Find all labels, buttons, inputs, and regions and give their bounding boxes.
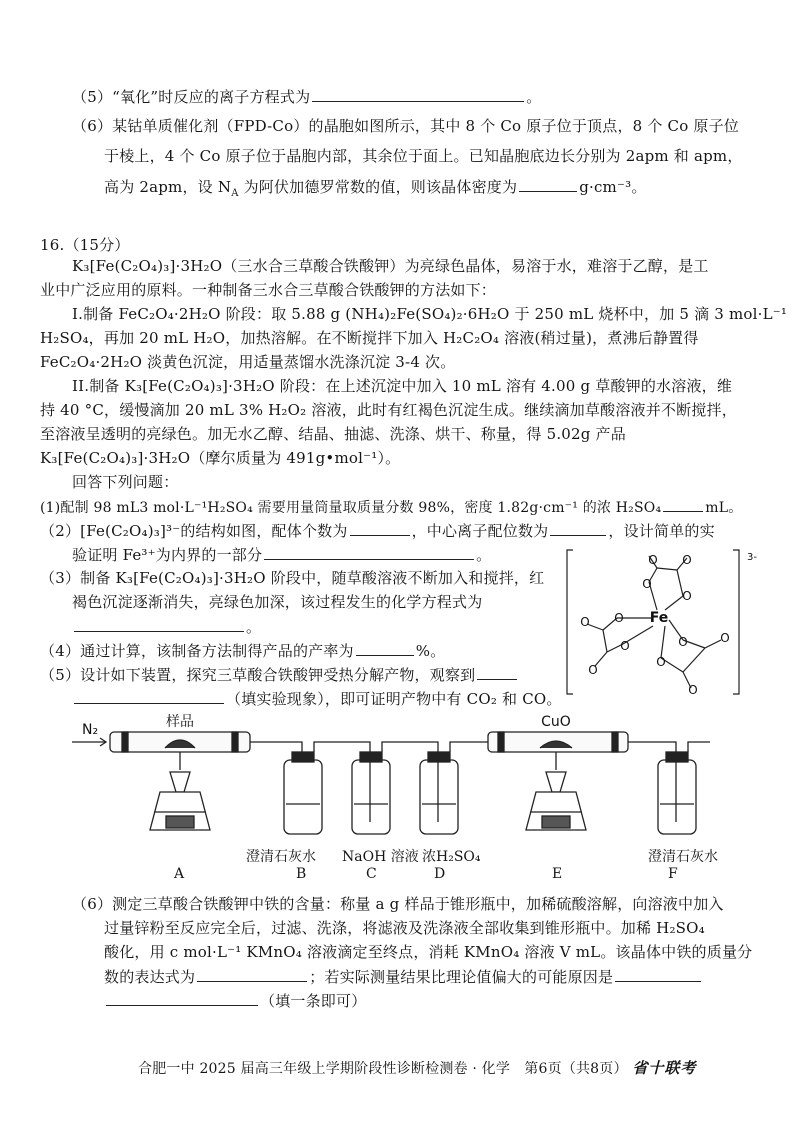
oxygen-atom: O (656, 655, 666, 669)
q16-sub4-suffix: %。 (415, 642, 446, 660)
apparatus-letter-a: A (174, 866, 185, 882)
q16-sub2-2-text: 验证明 Fe³⁺为内界的一部分 (72, 546, 263, 564)
q15-item6-line1: （6）某钴单质催化剂（FPD-Co）的晶胞如图所示，其中 8 个 Co 原子位于顶点，8 个 Co 原子位 (72, 117, 740, 135)
q16-step1-2: H₂SO₄，再加 20 mL H₂O，加热溶解。在不断搅拌下加入 H₂C₂O₄ 溶液(稍过量)，煮沸后静置得 (40, 329, 699, 347)
oxygen-atom: O (648, 553, 658, 567)
q15-item5-text: （5）“氧化”时反应的离子方程式为 (72, 88, 311, 106)
q16-sub3-period: 。 (246, 618, 262, 636)
oxygen-atom: O (588, 663, 598, 677)
q16-sub6-4-mid: ；若实际测量结果比理论值偏大的可能原因是 (309, 968, 614, 986)
cuo-label: CuO (541, 714, 571, 730)
q16-intro-2: 业中广泛应用的原料。一种制备三水合三草酸合铁酸钾的方法如下： (40, 281, 497, 299)
q16-sub3-1: （3）制备 K₃[Fe(C₂O₄)₃]·3H₂O 阶段中，随草酸溶液不断加入和搅拌，红 (40, 569, 545, 587)
q16-sub2-mid: ，中心离子配位数为 (411, 522, 549, 540)
answer-blank[interactable] (264, 544, 474, 560)
q16-sub5-2 (72, 688, 562, 709)
oxygen-atom: O (682, 553, 692, 567)
footer-stamp: 省十联考 (632, 1059, 697, 1077)
answer-blank[interactable] (350, 520, 410, 536)
q16-sub1-suffix: mL。 (705, 500, 743, 516)
q16-sub2-2 (72, 544, 491, 565)
answer-blank[interactable] (519, 176, 577, 192)
q16-sub6-4-text: 数的表达式为 (104, 968, 196, 986)
oxygen-atom: O (682, 589, 692, 603)
q16-step2-2: 持 40 °C，缓慢滴加 20 mL 3% H₂O₂ 溶液，此时有红褐色沉淀生成。继续滴加草酸溶液并不断搅拌， (40, 401, 737, 419)
q16-answer-prompt: 回答下列问题： (72, 473, 179, 491)
reagent-b-label: 澄清石灰水 (246, 849, 316, 865)
sample-label: 样品 (166, 714, 194, 730)
oxygen-atom: O (642, 577, 652, 591)
q16-sub5-text: （5）设计如下装置，探究三草酸合铁酸钾受热分解产物，观察到 (40, 666, 476, 684)
q16-sub6-2: 过量锌粉至反应完全后，过滤、洗涤，将滤液及洗涤液全部收集到锥形瓶中。加稀 H₂SO₄ (104, 919, 705, 937)
q16-sub6-4 (104, 966, 703, 987)
answer-blank[interactable] (356, 640, 414, 656)
answer-blank[interactable] (615, 966, 701, 982)
reagent-f-label: 澄清石灰水 (648, 849, 718, 865)
q16-step2-4: K₃[Fe(C₂O₄)₃]·3H₂O（摩尔质量为 491g•mol⁻¹）。 (40, 449, 401, 467)
nitrogen-label: N₂ (82, 722, 99, 738)
answer-blank[interactable] (477, 664, 517, 680)
q15-item6-line3-mid: 为阿伏加德罗常数的值，则该晶体密度为 (238, 178, 518, 196)
q16-step1-1: I.制备 FeC₂O₄·2H₂O 阶段：取 5.88 g (NH₄)₂Fe(SO₄)₂·6H₂O 于 250 mL 烧杯中，加 5 滴 3 mol·L⁻¹ (72, 305, 788, 323)
answer-blank[interactable] (74, 616, 244, 632)
q16-sub5-2-text: （填实验现象），即可证明产物中有 CO₂ 和 CO。 (226, 690, 562, 708)
q16-sub1-text: (1)配制 98 mL3 mol·L⁻¹H₂SO₄ 需要用量筒量取质量分数 98%，密度 1.82g·cm⁻¹ 的浓 H₂SO₄ (40, 500, 662, 516)
q15-item6-line3-suffix: g·cm⁻³。 (579, 178, 647, 196)
oxygen-atom: O (614, 611, 624, 625)
answer-blank[interactable] (550, 520, 606, 536)
ferrioxalate-structure-figure (565, 548, 765, 698)
q16-header: 16.（15分） (40, 236, 130, 254)
q15-item6-line2: 于棱上，4 个 Co 原子位于晶胞内部，其余位于面上。已知晶胞底边长分别为 2apm 和 apm， (104, 147, 743, 165)
answer-blank[interactable] (106, 990, 258, 1006)
answer-blank[interactable] (663, 496, 703, 512)
reagent-c-label: NaOH 溶液 (342, 849, 419, 865)
q16-sub4 (40, 640, 445, 661)
q16-sub2-suffix: ，设计简单的实 (608, 522, 715, 540)
reagent-d-label: 浓H₂SO₄ (422, 849, 481, 865)
apparatus-letter-c: C (366, 866, 377, 882)
apparatus-letter-b: B (296, 866, 307, 882)
footer-text: 合肥一中 2025 届高三年级上学期阶段性诊断检测卷 · 化学 第6页（共8页） (138, 1061, 628, 1077)
oxygen-atom: O (620, 639, 630, 653)
q16-sub6-5-text: （填一条即可） (260, 992, 367, 1010)
oxygen-atom: O (720, 631, 730, 645)
page-footer (138, 1058, 696, 1079)
q16-sub6-5 (104, 990, 366, 1011)
avogadro-subscript: A (231, 188, 239, 199)
fe-center-label: Fe (649, 610, 669, 626)
q15-item5 (72, 86, 542, 107)
q16-step2-1: II.制备 K₃[Fe(C₂O₄)₃]·3H₂O 阶段：在上述沉淀中加入 10 mL 溶有 4.00 g 草酸钾的水溶液，维 (72, 377, 733, 395)
q16-sub4-text: （4）通过计算，该制备方法制得产品的产率为 (40, 642, 354, 660)
q16-sub2-2-suffix: 。 (476, 546, 492, 564)
q16-sub2-text: （2）[Fe(C₂O₄)₃]³⁻的结构如图，配体个数为 (40, 522, 348, 540)
answer-blank[interactable] (197, 966, 307, 982)
q16-sub3-3 (72, 616, 261, 637)
q16-sub1 (40, 496, 742, 518)
apparatus-letter-f: F (668, 866, 678, 882)
oxygen-atom: O (580, 615, 590, 629)
q16-sub5-1 (40, 664, 519, 685)
apparatus-letter-d: D (434, 866, 446, 882)
q16-sub2-1 (40, 520, 715, 541)
apparatus-letter-e: E (552, 866, 563, 882)
charge-label: 3- (747, 552, 757, 563)
q16-sub3-2: 褐色沉淀逐渐消失，亮绿色加深，该过程发生的化学方程式为 (72, 593, 483, 611)
q15-item6-line3 (104, 176, 647, 204)
q16-sub6-1: （6）测定三草酸合铁酸钾中铁的含量：称量 a g 样品于锥形瓶中，加稀硫酸溶解，向溶液中加入 (72, 895, 724, 913)
q16-step1-3: FeC₂O₄·2H₂O 淡黄色沉淀，用适量蒸馏水洗涤沉淀 3-4 次。 (40, 353, 456, 371)
q16-step2-3: 至溶液呈透明的亮绿色。加无水乙醇、结晶、抽滤、洗涤、烘干、称量，得 5.02g 产品 (40, 425, 626, 443)
answer-blank[interactable] (74, 688, 224, 704)
answer-blank[interactable] (312, 86, 524, 102)
q15-item5-suffix: 。 (526, 88, 542, 106)
q15-item6-line3-text: 高为 2apm，设 N (104, 178, 232, 196)
oxygen-atom: O (678, 635, 688, 649)
oxygen-atom: O (688, 683, 698, 697)
q16-intro-1: K₃[Fe(C₂O₄)₃]·3H₂O（三水合三草酸合铁酸钾）为亮绿色晶体，易溶于水，难溶于乙醇，是工 (72, 257, 709, 275)
q16-sub6-3: 酸化，用 c mol·L⁻¹ KMnO₄ 溶液滴定至终点，消耗 KMnO₄ 溶液 V mL。该晶体中铁的质量分 (104, 943, 753, 961)
